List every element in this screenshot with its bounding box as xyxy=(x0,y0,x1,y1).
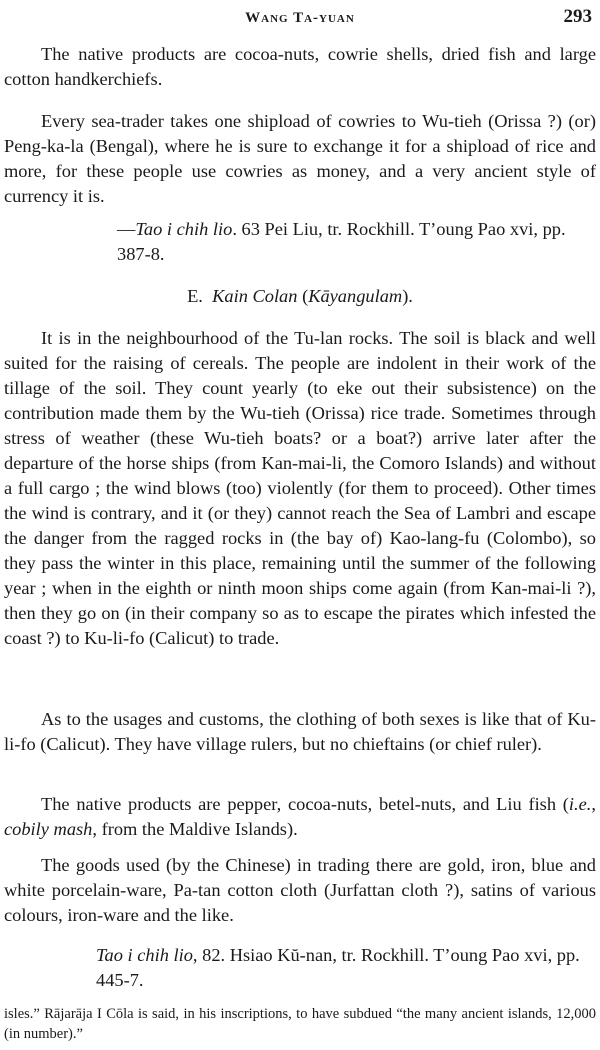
page-header xyxy=(0,4,600,30)
page-number: 293 xyxy=(563,6,592,27)
footnote: isles.” Rājarāja I Cōla is said, in his inscriptions, to have subdued “the many ancient islands, 12,000 (in number).” xyxy=(4,1006,596,1042)
products-text-a: The native products are pepper, cocoa-nuts, betel-nuts, and Liu fish ( xyxy=(41,794,569,814)
citation-dash: — xyxy=(117,219,136,239)
products-cobily: cobily mash xyxy=(4,819,93,839)
citation-title: Tao i chih lio xyxy=(135,219,233,239)
citation2-title: Tao i chih lio xyxy=(96,945,193,965)
paragraph-trading-goods: The goods used (by the Chinese) in trading there are gold, iron, blue and white porcelain-ware, Pa-tan cotton cloth (Jurfattan cloth ?), satins of various colours, iron-ware and the like. xyxy=(4,855,596,925)
paragraph-sea-trader: Every sea-trader takes one shipload of cowries to Wu-tieh (Orissa ?) (or) Peng-ka-la (Bengal), where he is sure to exchange it for a shipload of rice and more, for these people use cowries as money, and a very ancient style of currency it is. xyxy=(4,111,596,206)
paragraph-native-products-1: The native products are cocoa-nuts, cowrie shells, dried fish and large cotton handkerchiefs. xyxy=(4,44,596,89)
products-text-b: , xyxy=(591,794,596,814)
running-head: Wang Ta-yuan xyxy=(245,10,355,26)
section-alt-name: Kāyangulam xyxy=(308,286,403,306)
citation-pei-liu xyxy=(117,217,596,267)
section-heading xyxy=(0,284,600,309)
citation2-details: , 82. Hsiao Kŭ-nan, tr. Rockhill. T’oung Pao xvi, pp. 445-7. xyxy=(96,945,580,990)
products-ie: i.e. xyxy=(568,794,592,814)
citation-details: . 63 Pei Liu, tr. Rockhill. T’oung Pao xvi, pp. 387-8. xyxy=(117,219,566,264)
paragraph-tu-lan-rocks: It is in the neighbourhood of the Tu-lan rocks. The soil is black and well suited for the raising of cereals. The people are indolent in their work of the tillage of the soil. They count yearly (to eke out their subsistence) on the contribution made them by the Wu-tieh (Orissa) rice trade. Sometimes through stress of weather (these Wu-tieh boats? or a boat?) arrive later after the departure of the horse ships (from Kan-mai-li, the Comoro Islands) and without a full cargo ; the wind blows (too) violently (for them to proceed). Other times the wind is contrary, and it (or they) cannot reach the Sea of Lambri and escape the danger from the ragged rocks in (the bay of) Kao-lang-fu (Colombo), so they pass the winter in this place, remaining until the summer of the following year ; when in the eighth or ninth moon ships come again (from Kan-mai-li ?), then they go on (in their company so as to escape the pirates which infested the coast ?) to Ku-li-fo (Calicut) to trade. xyxy=(4,328,596,648)
paragraph-usages-customs: As to the usages and customs, the clothing of both sexes is like that of Ku-li-fo (Calicut). They have village rulers, but no chieftains (or chief ruler). xyxy=(4,709,596,754)
section-alt-open: ( xyxy=(302,286,309,306)
section-name: Kain Colan xyxy=(212,286,298,306)
section-letter: E. xyxy=(187,286,203,306)
paragraph-native-products-2 xyxy=(4,792,596,842)
section-alt-close: ). xyxy=(402,286,413,306)
products-text-c: , from the Maldive Islands). xyxy=(92,819,298,839)
citation-hsiao-ku-nan xyxy=(96,943,596,993)
